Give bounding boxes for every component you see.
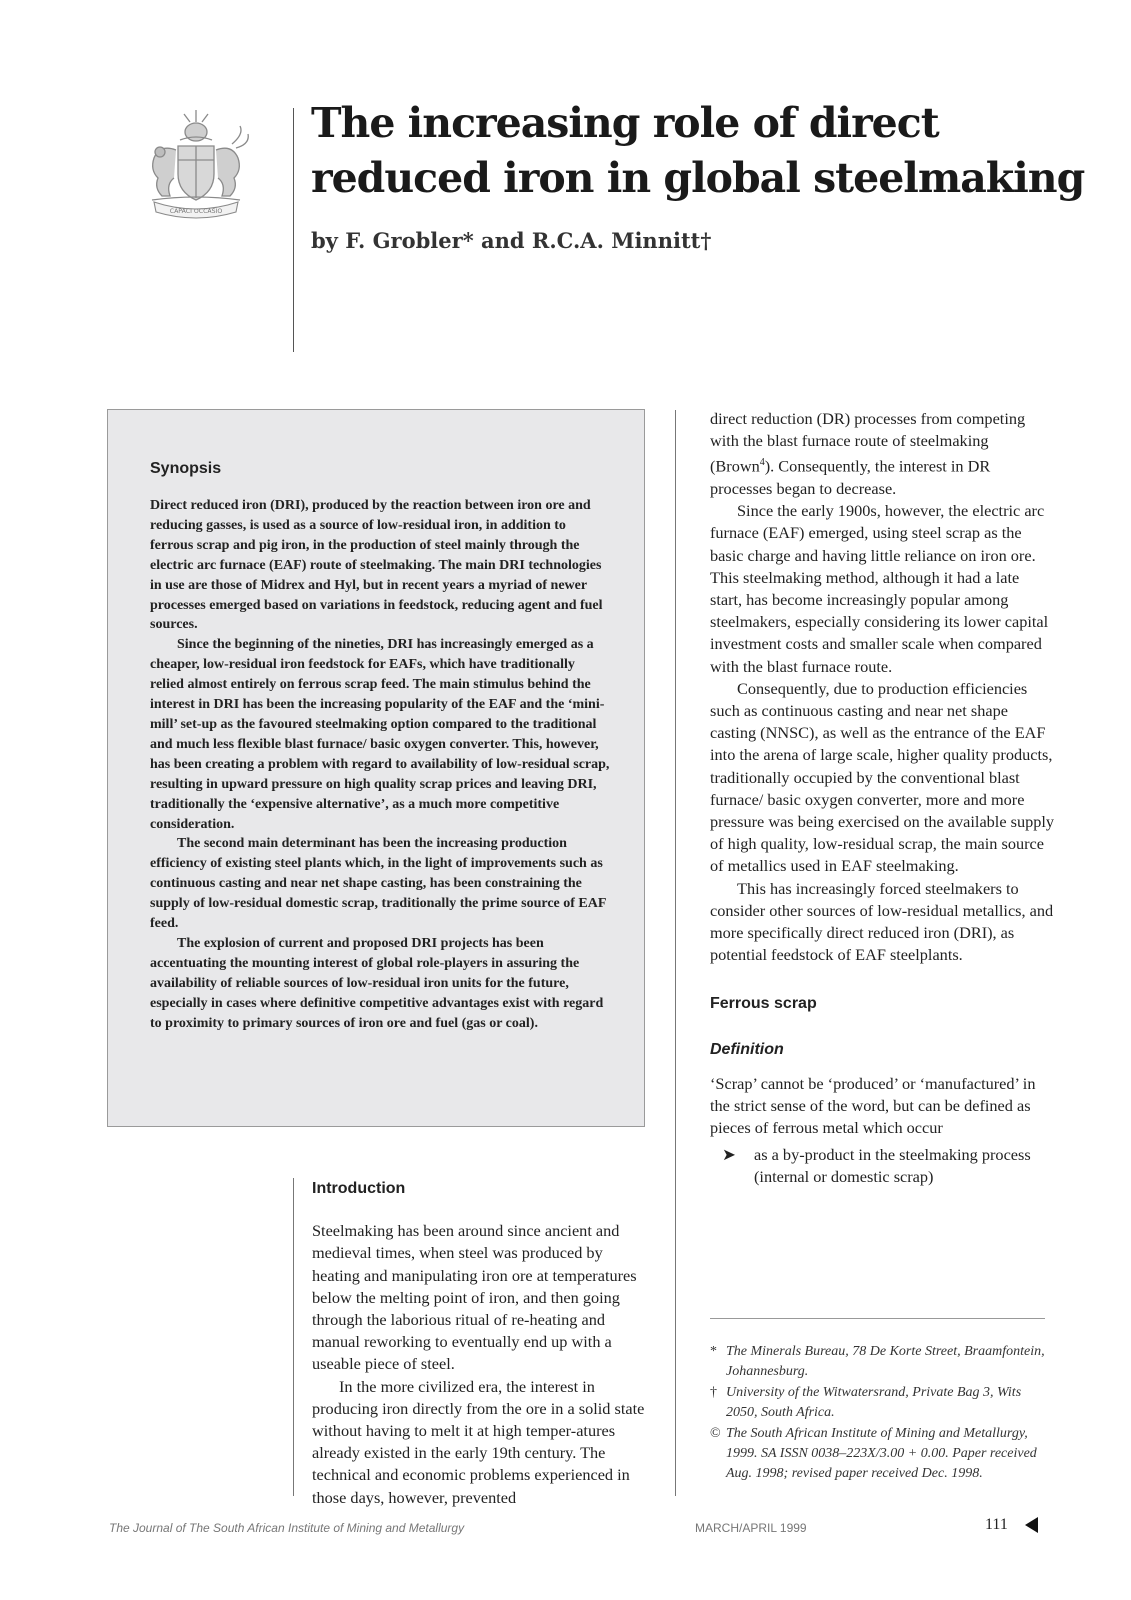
body-paragraph: Consequently, due to production efficiencies such as continuous casting and near net shape casting (NNSC), as well as the entrance of the EAF into the arena of large scale, higher quality products, traditionally occupied by the conventional blast furnace/ basic oxygen converter, more and more pressure was being exercised on the available supply of high quality, low-residual scrap, the main source of metallics used in EAF steelmaking. bbox=[710, 678, 1055, 876]
synopsis-paragraph: Since the beginning of the nineties, DRI has increasingly emerged as a cheaper, low-residual iron feedstock for EAFs, which have traditionally relied almost entirely on ferrous scrap feed. The main stimulus behind the interest in DRI has been the increasing popularity of the EAF and the ‘mini-mill’ set-up as the favoured steelmaking option compared to the traditional and much less flexible blast furnace/ basic oxygen converter. This, however, has been creating a problem with regard to availability of low-residual scrap, resulting in upward pressure on high quality scrap prices and leaving DRI, traditionally the ‘expensive alternative’, as a much more competitive consideration. bbox=[150, 637, 610, 832]
footer-journal-name: The Journal of The South African Institute of Mining and Metallurgy bbox=[109, 1521, 465, 1535]
footnote bbox=[710, 1342, 1045, 1382]
ferrous-scrap-heading: Ferrous scrap bbox=[710, 994, 817, 1012]
synopsis-paragraph: The second main determinant has been the increasing production efficiency of existing steel plants which, in the light of improvements such as continuous casting and near net shape casting, has been constraining the supply of low-residual domestic scrap, traditionally the prime source of EAF feed. bbox=[150, 836, 606, 932]
body-paragraph: ‘Scrap’ cannot be ‘produced’ or ‘manufactured’ in the strict sense of the word, but can be defined as pieces of ferrous metal which occur bbox=[710, 1073, 1036, 1138]
footnote bbox=[710, 1424, 1045, 1484]
bullet-text: as a by-product in the steelmaking process (internal or domestic scrap) bbox=[754, 1144, 1031, 1186]
footnote bbox=[710, 1383, 1045, 1423]
body-paragraph: Since the early 1900s, however, the electric arc furnace (EAF) emerged, using steel scrap as the basic charge and having little reliance on iron ore. This steelmaking method, although it had a late start, has become increasingly popular among steelmakers, especially considering its lower capital investment costs and smaller scale when compared with the blast furnace route. bbox=[710, 501, 1049, 676]
introduction-section bbox=[312, 1178, 652, 1509]
footnote-divider bbox=[710, 1318, 1045, 1319]
page-arrow-left-icon bbox=[1025, 1517, 1038, 1533]
footer-issue-date: MARCH/APRIL 1999 bbox=[695, 1521, 807, 1535]
synopsis-heading: Synopsis bbox=[150, 460, 222, 477]
bullet-item bbox=[710, 1144, 1055, 1188]
title-divider bbox=[293, 108, 294, 352]
crest-motto: CAPACI OCCASIO bbox=[169, 208, 223, 215]
body-paragraph bbox=[710, 408, 1055, 500]
footnote-mark: † bbox=[710, 1385, 717, 1400]
column-divider bbox=[675, 410, 676, 1496]
bullet-arrow-icon: ➤ bbox=[722, 1144, 736, 1164]
footnotes bbox=[710, 1342, 1045, 1485]
footnote-mark: © bbox=[710, 1426, 721, 1441]
footnote-mark: * bbox=[710, 1344, 717, 1359]
introduction-heading: Introduction bbox=[312, 1180, 406, 1197]
body-text-run: ). Consequently, the interest in DR processes began to decrease. bbox=[710, 456, 991, 499]
footnote-text: University of the Witwatersrand, Private Bag 3, Wits 2050, South Africa. bbox=[726, 1385, 1022, 1420]
footnote-text: The Minerals Bureau, 78 De Korte Street, Braamfontein, Johannesburg. bbox=[726, 1344, 1045, 1379]
synopsis-paragraph: Direct reduced iron (DRI), produced by the reaction between iron ore and reducing gasses, is used as a source of low-residual iron, in addition to ferrous scrap and pig iron, in the production of steel mainly through the electric arc furnace (EAF) route of steelmaking. The main DRI technologies in use are those of Midrex and Hyl, but in recent years a myriad of newer processes emerged based on variations in feedstock, reducing agent and fuel sources. bbox=[150, 498, 603, 633]
body-paragraph: In the more civilized era, the interest in producing iron directly from the ore in a solid state without having to melt it at high temper-atures already existed in the early 19th century. The technical and economic problems experienced in those days, however, prevented bbox=[312, 1376, 645, 1507]
reference-number: 4 bbox=[759, 457, 765, 469]
page-number: 111 bbox=[985, 1516, 1008, 1533]
institute-crest-icon bbox=[140, 104, 252, 222]
body-paragraph: Steelmaking has been around since ancient and medieval times, when steel was produced by heating and manipulating iron ore at temperatures below the melting point of iron, and then going through the laborious ritual of re-heating and manual reworking to eventually end up with a useable piece of steel. bbox=[312, 1221, 637, 1374]
page-title: The increasing role of direct reduced iron in global steelmaking bbox=[311, 99, 1085, 202]
body-text-run: direct reduction (DR) processes from competing with the blast furnace route of steelmaking (Brown bbox=[710, 409, 1026, 476]
byline: by F. Grobler* and R.C.A. Minnitt† bbox=[311, 228, 712, 253]
column-divider bbox=[293, 1178, 294, 1496]
synopsis-body bbox=[150, 496, 610, 1033]
footnote-text: The South African Institute of Mining and Metallurgy, 1999. SA ISSN 0038–223X/3.00 + 0.00. Paper received Aug. 1998; revised paper received Dec. 1998. bbox=[726, 1426, 1037, 1481]
synopsis-paragraph: The explosion of current and proposed DRI projects has been accentuating the mounting interest of global role-players in assuring the availability of reliable sources of low-residual iron units for the future, especially in cases where definitive competitive advantages exist with regard to proximity to primary sources of iron ore and fuel (gas or coal). bbox=[150, 935, 604, 1031]
definition-subheading: Definition bbox=[710, 1040, 784, 1058]
right-column bbox=[710, 408, 1055, 1188]
body-paragraph: This has increasingly forced steelmakers to consider other sources of low-residual metallics, and more specifically direct reduced iron (DRI), as potential feedstock of EAF steelplants. bbox=[710, 878, 1054, 965]
